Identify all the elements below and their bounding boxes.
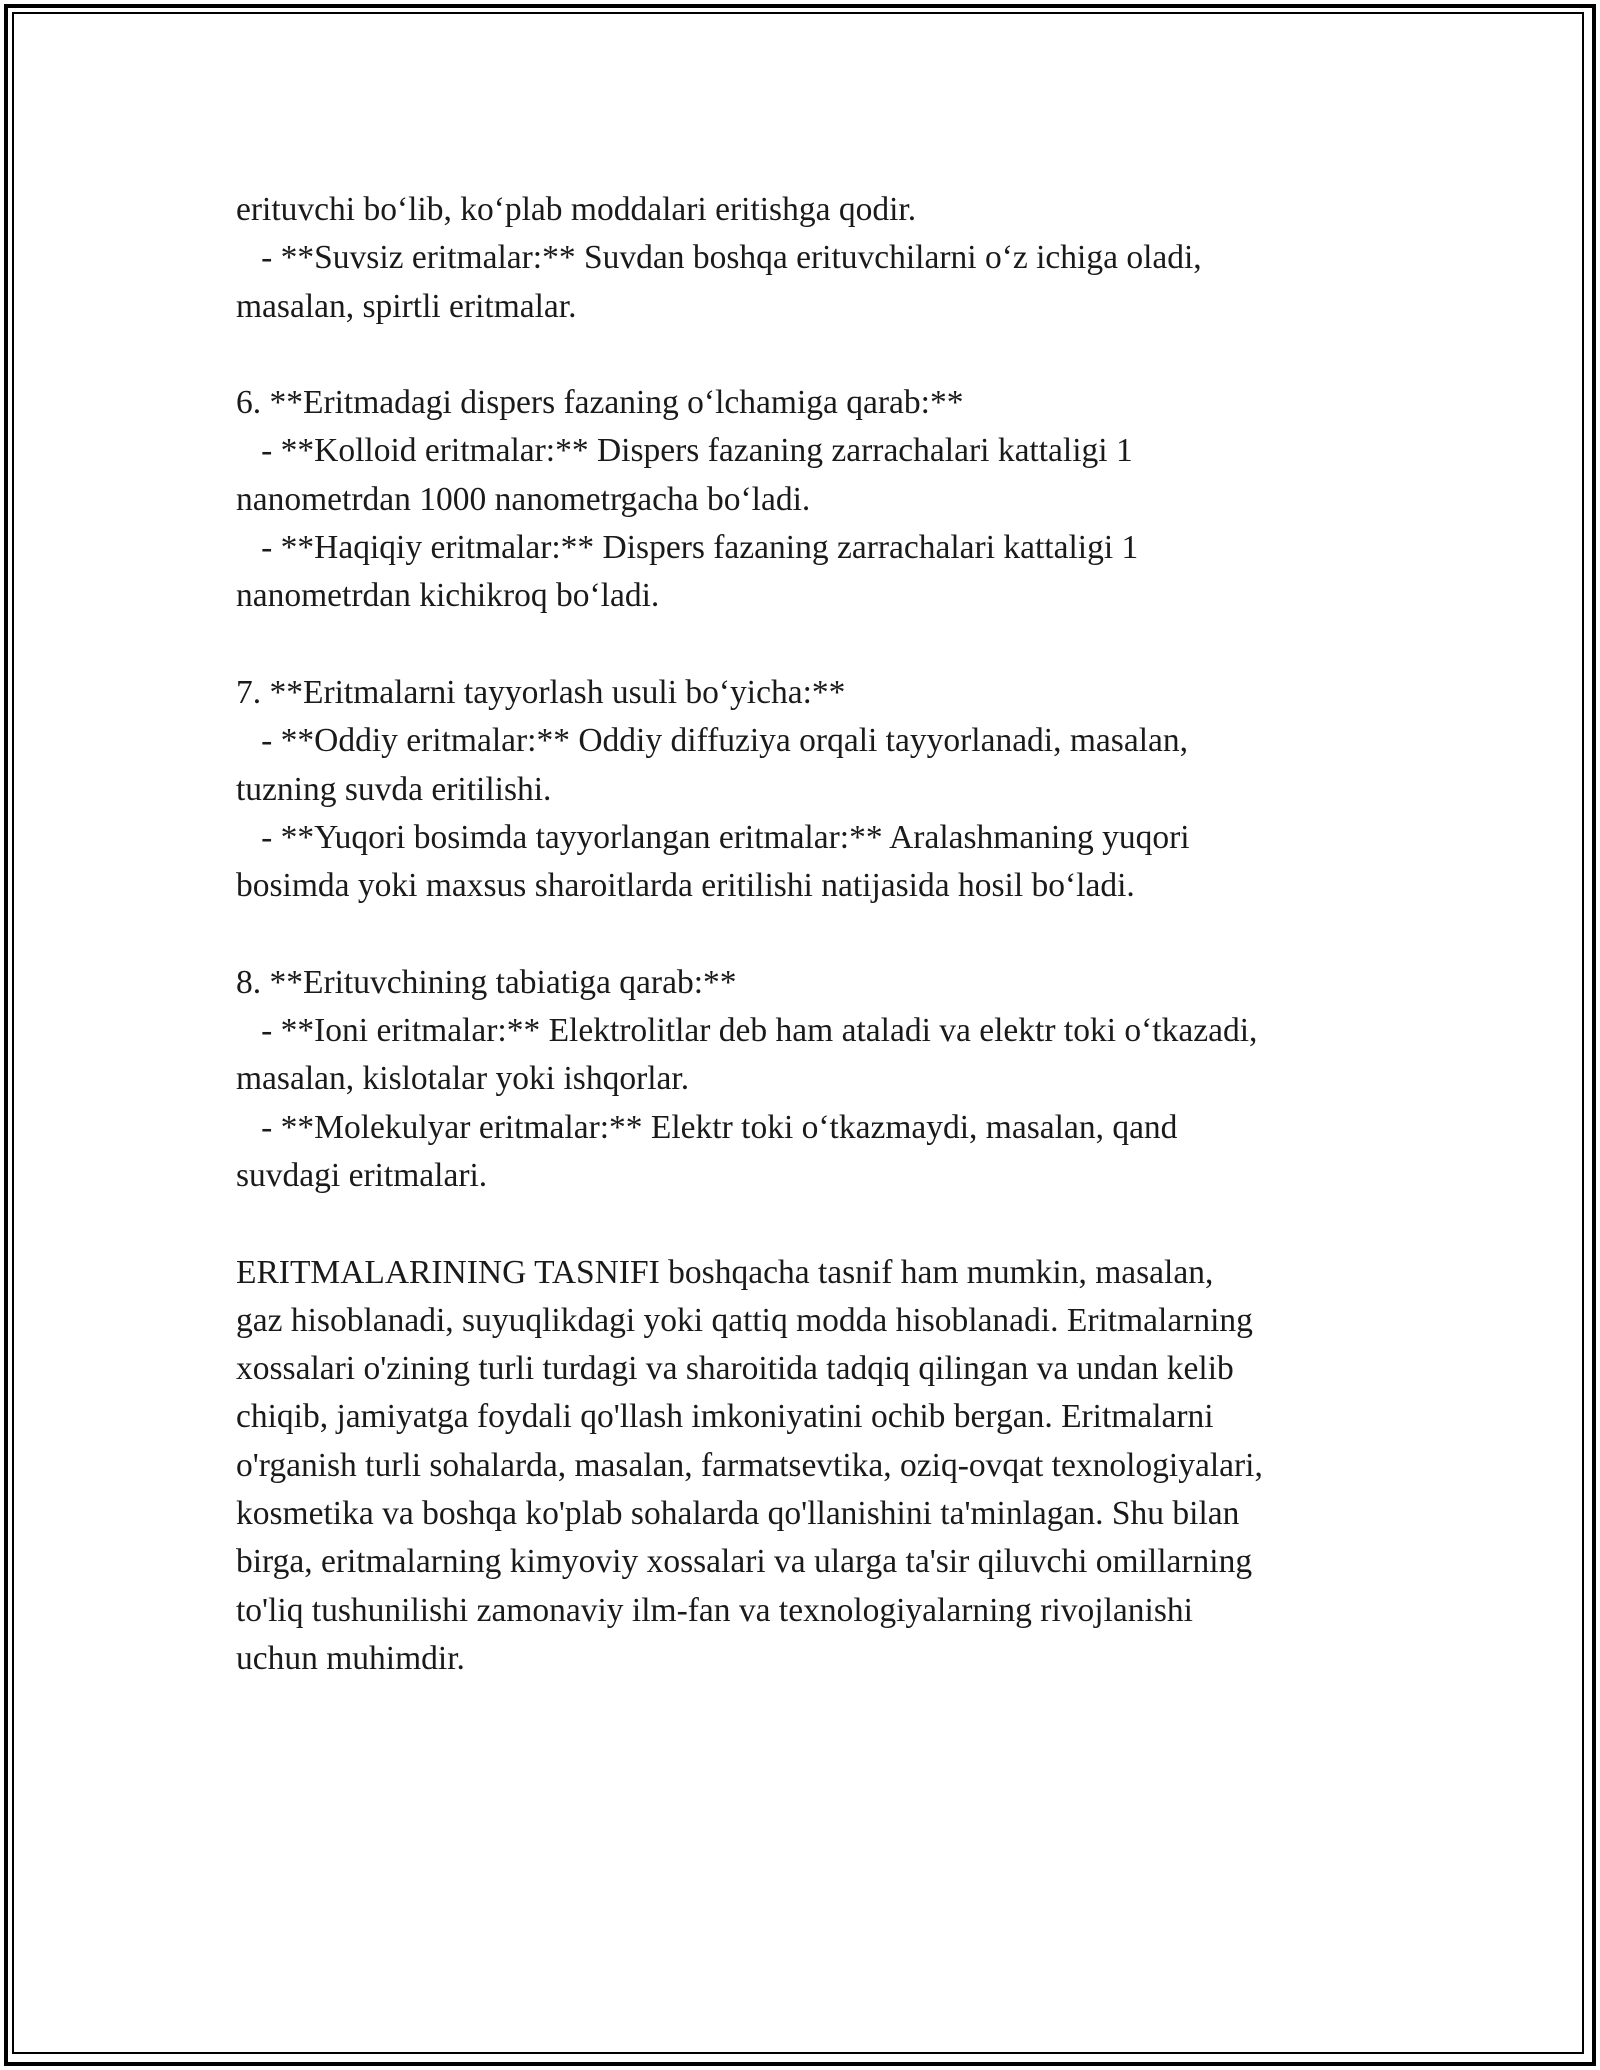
text-line: - **Ioni eritmalar:** Elektrolitlar deb ham ataladi va elektr toki o‘tkazadi, [236,1012,1258,1050]
text-line: suvdagi eritmalari. [236,1156,488,1194]
text-line: - **Molekulyar eritmalar:** Elektr toki o‘tkazmaydi, masalan, qand [236,1108,1178,1146]
text-line: erituvchi bo‘lib, ko‘plab moddalari eritishga qodir. [236,191,917,228]
summary-line: gaz hisoblanadi, suyuqlikdagi yoki qattiq modda hisoblanadi. Eritmalarning [236,1301,1253,1339]
summary-line: ERITMALARINING TASNIFI boshqacha tasnif ham mumkin, masalan, [236,1253,1214,1291]
text-line: - **Suvsiz eritmalar:** Suvdan boshqa erituvchilarni o‘z ichiga oladi, [236,239,1202,277]
text-line: nanometrdan 1000 nanometrgacha bo‘ladi. [236,480,811,518]
paragraph-gap [236,910,1406,958]
section-heading: 8. **Erituvchining tabiatiga qarab:** [236,963,737,1001]
section-heading: 7. **Eritmalarni tayyorlash usuli bo‘yicha:** [236,673,846,711]
summary-line: birga, eritmalarning kimyoviy xossalari va ularga ta'sir qiluvchi omillarning [236,1543,1253,1581]
text-line: masalan, kislotalar yoki ishqorlar. [236,1060,690,1098]
summary-line: uchun muhimdir. [236,1639,465,1677]
text-line: nanometrdan kichikroq bo‘ladi. [236,577,660,615]
document-body [236,186,1406,1683]
summary-line: o'rganish turli sohalarda, masalan, farmatsevtika, oziq-ovqat texnologiyalari, [236,1446,1263,1484]
text-line: bosimda yoki maxsus sharoitlarda eritilishi natijasida hosil bo‘ladi. [236,867,1135,905]
section-heading: 6. **Eritmadagi dispers fazaning o‘lchamiga qarab:** [236,384,964,422]
text-line: - **Haqiqiy eritmalar:** Dispers fazaning zarrachalari kattaligi 1 [236,529,1139,567]
text-line: - **Yuqori bosimda tayyorlangan eritmalar:** Aralashmaning yuqori [236,818,1190,856]
text-line: - **Kolloid eritmalar:** Dispers fazaning zarrachalari kattaligi 1 [236,432,1133,470]
summary-line: to'liq tushunilishi zamonaviy ilm-fan va texnologiyalarning rivojlanishi [236,1591,1193,1629]
paragraph-gap [236,1200,1406,1248]
paragraph-gap [236,331,1406,379]
text-line: tuzning suvda eritilishi. [236,770,552,808]
text-line: masalan, spirtli eritmalar. [236,287,577,325]
paragraph-gap [236,621,1406,669]
summary-line: chiqib, jamiyatga foydali qo'llash imkoniyatini ochib bergan. Eritmalarni [236,1398,1214,1436]
summary-line: kosmetika va boshqa ko'plab sohalarda qo'llanishini ta'minlagan. Shu bilan [236,1495,1240,1533]
text-line: - **Oddiy eritmalar:** Oddiy diffuziya orqali tayyorlanadi, masalan, [236,722,1189,760]
summary-line: xossalari o'zining turli turdagi va sharoitida tadqiq qilingan va undan kelib [236,1350,1234,1388]
